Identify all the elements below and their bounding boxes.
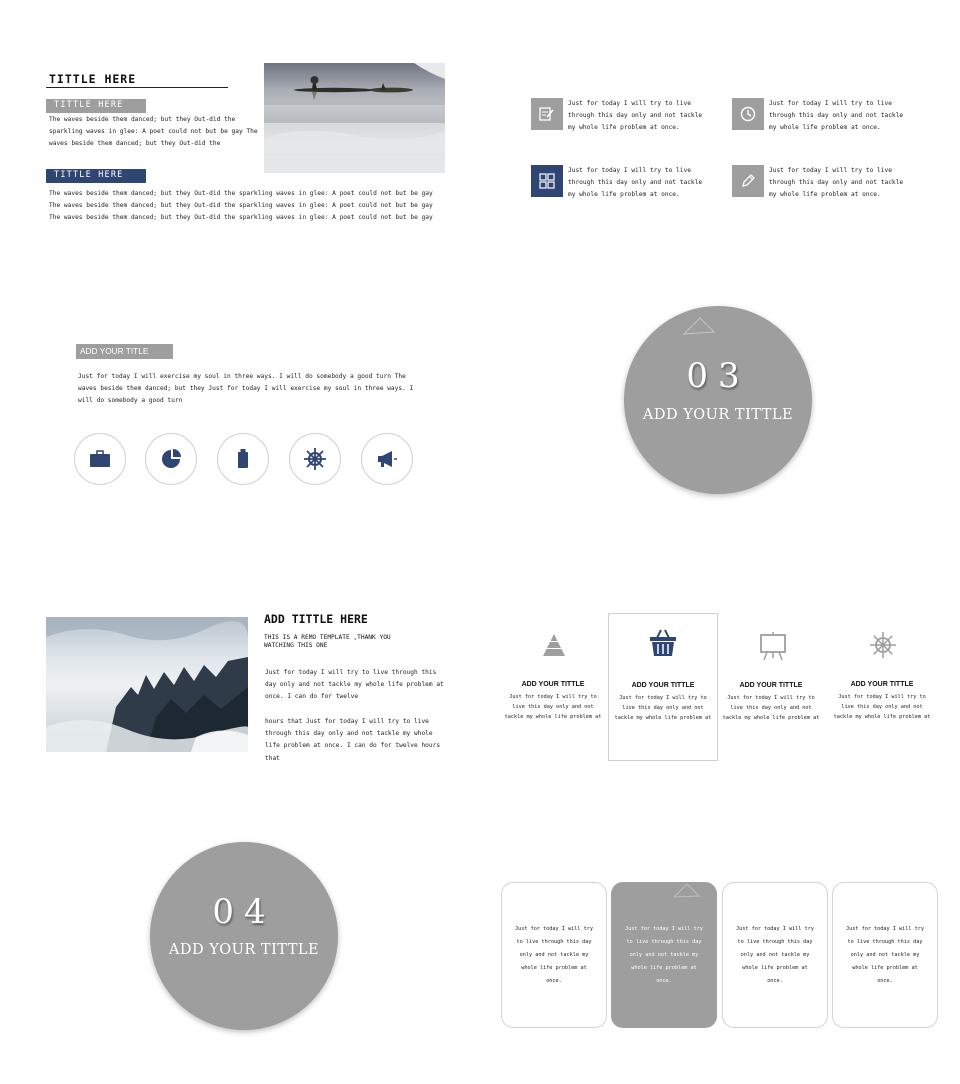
- feature-row-title-3: ADD YOUR TITTLE: [739, 682, 803, 689]
- megaphone-icon: [361, 433, 413, 485]
- basket-icon: [649, 628, 677, 662]
- feature-row-title-2: ADD YOUR TITTLE: [631, 682, 695, 689]
- title-underline: [46, 87, 228, 88]
- card-1: [501, 882, 607, 1028]
- card-text: Just for today I will try to live through this day only and not tackle my whole life problem at once.: [735, 925, 815, 984]
- section1-label-navy: TITTLE HERE: [46, 169, 146, 183]
- feature-text-4: Just for today I will try to live through this day only and not tackle my whole life problem at once.: [769, 167, 904, 199]
- section3-subtitle: THIS IS A REMO TEMPLATE ,THANK YOU WATCHING THIS ONE: [264, 634, 391, 650]
- section3-title: ADD TITTLE HERE: [264, 612, 368, 626]
- grid-icon: [531, 165, 563, 197]
- circle-number: 03: [686, 356, 750, 396]
- circle-title: ADD YOUR TITTLE: [168, 942, 320, 958]
- pie-chart-icon: [145, 433, 197, 485]
- section1-title: TITTLE HERE: [49, 72, 137, 86]
- pencil-icon: [732, 165, 764, 197]
- section2-label: ADD YOUR TITLE: [76, 344, 173, 359]
- card-text: Just for today I will try to live through this day only and not tackle my whole life problem at once.: [514, 925, 594, 984]
- feature-text-2: Just for today I will try to live through this day only and not tackle my whole life problem at once.: [769, 100, 904, 132]
- card-text: Just for today I will try to live through this day only and not tackle my whole life problem at once.: [845, 925, 925, 984]
- card-2-highlighted: [611, 882, 717, 1028]
- circle-number: 04: [212, 892, 276, 932]
- briefcase-icon: [74, 433, 126, 485]
- feature-row-text-4: Just for today I will try to live this day only and not tackle my whole life problem at: [833, 694, 931, 720]
- feature-row-title-4: ADD YOUR TITTLE: [850, 681, 914, 688]
- forest-icon: [46, 617, 248, 752]
- section2-text: Just for today I will exercise my soul in three ways. I will do somebody a good turn The waves beside them danced; but they Just for today I will exercise my soul in three ways. I will do somebody a good turn: [78, 373, 414, 405]
- easel-icon: [759, 632, 787, 666]
- lake-island-photo: [264, 63, 445, 173]
- section-circle-03: [624, 306, 812, 494]
- foggy-forest-photo: [46, 617, 248, 752]
- card-text: Just for today I will try to live through this day only and not tackle my whole life problem at once.: [624, 925, 704, 984]
- section-circle-04: [150, 842, 338, 1030]
- feature-row-text-3: Just for today I will try to live this day only and not tackle my whole life problem at: [722, 695, 820, 721]
- section1-label-gray: TITTLE HERE: [46, 99, 146, 113]
- pyramid-icon: [541, 632, 567, 662]
- feature-row-text-1: Just for today I will try to live this day only and not tackle my whole life problem at: [504, 694, 602, 720]
- section1-text2: The waves beside them danced; but they Out-did the sparkling waves in glee: A poet could not but be gay The waves beside them danced; but they Out-did the sparkling waves in glee: A poet could not but be gay The waves beside them danced; but they Out-did the sparkling waves in glee: A poet could not but be gay: [49, 190, 433, 222]
- battery-icon: [217, 433, 269, 485]
- clock-icon: [732, 98, 764, 130]
- feature-row-title-1: ADD YOUR TITTLE: [521, 681, 585, 688]
- feature-row-text-2: Just for today I will try to live this day only and not tackle my whole life problem at: [614, 695, 712, 721]
- lake-island-icon: [264, 63, 445, 173]
- section3-text2: hours that Just for today I will try to live through this day only and not tackle my whole life problem at once. I can do for twelve hours that: [265, 718, 441, 762]
- edit-document-icon: [531, 98, 563, 130]
- ship-wheel-icon: [289, 433, 341, 485]
- ship-wheel-icon: [869, 631, 897, 663]
- triangle-watermark-icon: [670, 881, 704, 901]
- section3-text1: Just for today I will try to live through this day only and not tackle my whole life problem at once. I can do for twelve: [265, 669, 444, 701]
- card-3: [722, 882, 828, 1028]
- circle-title: ADD YOUR TITTLE: [642, 407, 794, 423]
- section1-text1: The waves beside them danced; but they Out-did the sparkling waves in glee: A poet could not but be gay The waves beside them danced; but they Out-did the: [49, 116, 258, 148]
- card-4: [832, 882, 938, 1028]
- feature-text-3: Just for today I will try to live through this day only and not tackle my whole life problem at once.: [568, 167, 703, 199]
- triangle-watermark-icon: [680, 314, 720, 338]
- feature-text-1: Just for today I will try to live through this day only and not tackle my whole life problem at once.: [568, 100, 703, 132]
